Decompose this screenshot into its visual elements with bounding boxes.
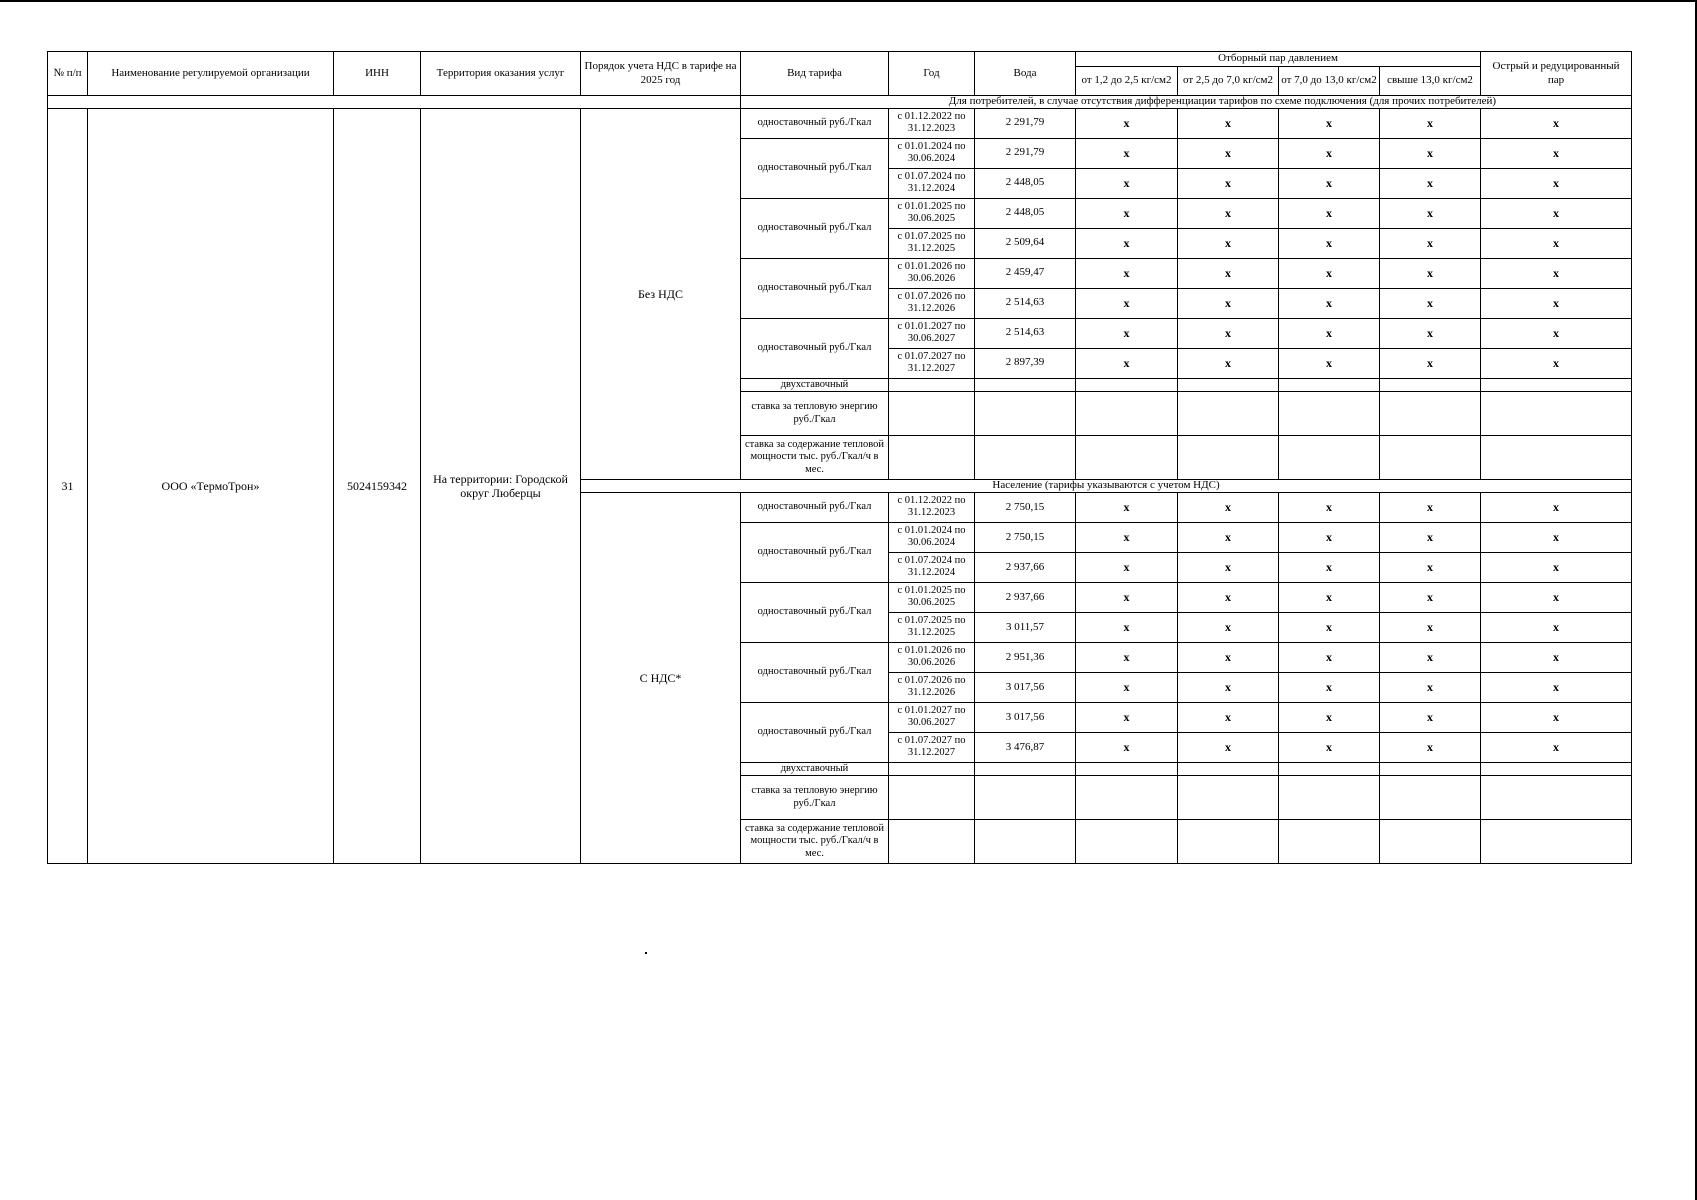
period-cell: с 01.01.2027 по 30.06.2027 [889, 318, 975, 348]
x-mark: x [1076, 672, 1178, 702]
x-mark: x [1481, 288, 1632, 318]
energy-rate-label: ставка за тепловую энергию руб./Гкал [741, 776, 889, 820]
x-mark: x [1178, 108, 1279, 138]
empty-cell [1076, 820, 1178, 864]
empty-cell [1178, 392, 1279, 436]
empty-cell [1481, 776, 1632, 820]
x-mark: x [1481, 108, 1632, 138]
empty-cell [975, 392, 1076, 436]
energy-rate-label: ставка за тепловую энергию руб./Гкал [741, 392, 889, 436]
empty-cell [1380, 436, 1481, 480]
empty-cell [1380, 762, 1481, 776]
water-value: 2 750,15 [975, 492, 1076, 522]
tariff-kind: одноставочный руб./Гкал [741, 642, 889, 702]
period-cell: с 01.12.2022 по 31.12.2023 [889, 492, 975, 522]
x-mark: x [1076, 732, 1178, 762]
water-value: 2 514,63 [975, 318, 1076, 348]
capacity-rate-label: ставка за содержание тепловой мощности тыс. руб./Гкал/ч в мес. [741, 436, 889, 480]
tariff-table [47, 51, 1632, 864]
empty-cell [1178, 378, 1279, 392]
empty-cell [889, 776, 975, 820]
x-mark: x [1076, 258, 1178, 288]
x-mark: x [1481, 522, 1632, 552]
header-vat-order: Порядок учета НДС в тарифе на 2025 год [581, 52, 741, 96]
x-mark: x [1481, 348, 1632, 378]
x-mark: x [1076, 108, 1178, 138]
x-mark: x [1279, 318, 1380, 348]
x-mark: x [1279, 288, 1380, 318]
water-value: 2 448,05 [975, 168, 1076, 198]
x-mark: x [1380, 288, 1481, 318]
period-cell: с 01.07.2027 по 31.12.2027 [889, 732, 975, 762]
section-b-title: Население (тарифы указываются с учетом НДС) [581, 480, 1632, 493]
empty-cell [1481, 392, 1632, 436]
x-mark: x [1178, 552, 1279, 582]
empty-cell [1076, 392, 1178, 436]
x-mark: x [1481, 582, 1632, 612]
x-mark: x [1178, 672, 1279, 702]
x-mark: x [1076, 702, 1178, 732]
x-mark: x [1279, 732, 1380, 762]
water-value: 2 937,66 [975, 552, 1076, 582]
tariff-kind: одноставочный руб./Гкал [741, 138, 889, 198]
x-mark: x [1380, 732, 1481, 762]
water-value: 2 448,05 [975, 198, 1076, 228]
header-year: Год [889, 52, 975, 96]
empty-cell [1178, 820, 1279, 864]
capacity-rate-label: ставка за содержание тепловой мощности тыс. руб./Гкал/ч в мес. [741, 820, 889, 864]
x-mark: x [1380, 552, 1481, 582]
period-cell: с 01.01.2027 по 30.06.2027 [889, 702, 975, 732]
vat-order-b: С НДС* [581, 492, 741, 864]
x-mark: x [1279, 228, 1380, 258]
period-cell: с 01.01.2026 по 30.06.2026 [889, 642, 975, 672]
x-mark: x [1481, 552, 1632, 582]
two-part-label: двухставочный [741, 378, 889, 392]
empty-cell [889, 378, 975, 392]
x-mark: x [1076, 168, 1178, 198]
empty-cell [889, 820, 975, 864]
water-value: 2 897,39 [975, 348, 1076, 378]
x-mark: x [1279, 702, 1380, 732]
x-mark: x [1076, 348, 1178, 378]
water-value: 2 291,79 [975, 108, 1076, 138]
header-pressure-4: свыше 13,0 кг/см2 [1380, 67, 1481, 96]
tariff-kind: одноставочный руб./Гкал [741, 258, 889, 318]
x-mark: x [1178, 642, 1279, 672]
x-mark: x [1178, 348, 1279, 378]
entity-territory: На территории: Городской округ Люберцы [421, 108, 581, 864]
x-mark: x [1481, 642, 1632, 672]
x-mark: x [1279, 552, 1380, 582]
empty-cell [1279, 776, 1380, 820]
x-mark: x [1380, 612, 1481, 642]
x-mark: x [1076, 582, 1178, 612]
empty-cell [975, 776, 1076, 820]
entity-org: ООО «ТермоТрон» [88, 108, 334, 864]
x-mark: x [1380, 642, 1481, 672]
x-mark: x [1178, 288, 1279, 318]
empty-cell [1178, 762, 1279, 776]
entity-inn: 5024159342 [334, 108, 421, 864]
empty-cell [975, 378, 1076, 392]
period-cell: с 01.07.2024 по 31.12.2024 [889, 168, 975, 198]
two-part-label: двухставочный [741, 762, 889, 776]
tariff-kind: одноставочный руб./Гкал [741, 108, 889, 138]
empty-cell [975, 762, 1076, 776]
x-mark: x [1380, 168, 1481, 198]
period-cell: с 01.07.2026 по 31.12.2026 [889, 288, 975, 318]
tariff-kind: одноставочный руб./Гкал [741, 582, 889, 642]
spacer-cell [48, 96, 741, 109]
x-mark: x [1279, 672, 1380, 702]
spacer-row [48, 96, 1632, 109]
header-sharp-steam: Острый и редуцированный пар [1481, 52, 1632, 96]
empty-cell [1380, 392, 1481, 436]
x-mark: x [1076, 138, 1178, 168]
period-cell: с 01.01.2024 по 30.06.2024 [889, 522, 975, 552]
header-pressure-3: от 7,0 до 13,0 кг/см2 [1279, 67, 1380, 96]
empty-cell [1178, 776, 1279, 820]
x-mark: x [1380, 582, 1481, 612]
x-mark: x [1178, 612, 1279, 642]
header-water: Вода [975, 52, 1076, 96]
header-org: Наименование регулируемой организации [88, 52, 334, 96]
x-mark: x [1076, 198, 1178, 228]
x-mark: x [1481, 228, 1632, 258]
x-mark: x [1178, 702, 1279, 732]
x-mark: x [1076, 612, 1178, 642]
empty-cell [1178, 436, 1279, 480]
water-value: 2 750,15 [975, 522, 1076, 552]
empty-cell [1279, 820, 1380, 864]
tariff-kind: одноставочный руб./Гкал [741, 318, 889, 378]
x-mark: x [1380, 108, 1481, 138]
x-mark: x [1380, 318, 1481, 348]
empty-cell [1380, 776, 1481, 820]
water-value: 2 291,79 [975, 138, 1076, 168]
tariff-row [48, 108, 1632, 138]
empty-cell [1279, 762, 1380, 776]
x-mark: x [1481, 612, 1632, 642]
empty-cell [1481, 436, 1632, 480]
x-mark: x [1076, 522, 1178, 552]
x-mark: x [1481, 672, 1632, 702]
x-mark: x [1279, 198, 1380, 228]
x-mark: x [1380, 228, 1481, 258]
tariff-kind: одноставочный руб./Гкал [741, 702, 889, 762]
period-cell: с 01.07.2025 по 31.12.2025 [889, 612, 975, 642]
empty-cell [1481, 762, 1632, 776]
x-mark: x [1380, 198, 1481, 228]
empty-cell [1279, 436, 1380, 480]
water-value: 2 514,63 [975, 288, 1076, 318]
empty-cell [1076, 762, 1178, 776]
empty-cell [1076, 776, 1178, 820]
x-mark: x [1076, 288, 1178, 318]
x-mark: x [1380, 702, 1481, 732]
section-a-title: Для потребителей, в случае отсутствия дифференциации тарифов по схеме подключения (для прочих потребителей) [741, 96, 1632, 109]
x-mark: x [1279, 492, 1380, 522]
empty-cell [975, 436, 1076, 480]
water-value: 3 476,87 [975, 732, 1076, 762]
x-mark: x [1481, 258, 1632, 288]
period-cell: с 01.01.2025 по 30.06.2025 [889, 582, 975, 612]
empty-cell [975, 820, 1076, 864]
x-mark: x [1178, 258, 1279, 288]
x-mark: x [1279, 582, 1380, 612]
x-mark: x [1481, 732, 1632, 762]
x-mark: x [1481, 492, 1632, 522]
header-tariff-type: Вид тарифа [741, 52, 889, 96]
x-mark: x [1076, 642, 1178, 672]
x-mark: x [1178, 198, 1279, 228]
water-value: 3 017,56 [975, 672, 1076, 702]
x-mark: x [1279, 642, 1380, 672]
water-value: 2 509,64 [975, 228, 1076, 258]
water-value: 3 017,56 [975, 702, 1076, 732]
water-value: 2 951,36 [975, 642, 1076, 672]
x-mark: x [1380, 522, 1481, 552]
x-mark: x [1178, 582, 1279, 612]
header-pressure-1: от 1,2 до 2,5 кг/см2 [1076, 67, 1178, 96]
empty-cell [889, 392, 975, 436]
water-value: 3 011,57 [975, 612, 1076, 642]
x-mark: x [1178, 228, 1279, 258]
x-mark: x [1481, 318, 1632, 348]
x-mark: x [1481, 168, 1632, 198]
x-mark: x [1076, 492, 1178, 522]
period-cell: с 01.01.2024 по 30.06.2024 [889, 138, 975, 168]
header-row-1 [48, 52, 1632, 67]
empty-cell [889, 762, 975, 776]
header-num: № п/п [48, 52, 88, 96]
x-mark: x [1178, 732, 1279, 762]
period-cell: с 01.07.2024 по 31.12.2024 [889, 552, 975, 582]
tariff-kind: одноставочный руб./Гкал [741, 522, 889, 582]
empty-cell [889, 436, 975, 480]
x-mark: x [1380, 492, 1481, 522]
x-mark: x [1279, 168, 1380, 198]
water-value: 2 937,66 [975, 582, 1076, 612]
empty-cell [1380, 378, 1481, 392]
x-mark: x [1178, 492, 1279, 522]
x-mark: x [1178, 168, 1279, 198]
empty-cell [1076, 436, 1178, 480]
header-steam-group: Отборный пар давлением [1076, 52, 1481, 67]
header-inn: ИНН [334, 52, 421, 96]
period-cell: с 01.07.2025 по 31.12.2025 [889, 228, 975, 258]
x-mark: x [1178, 522, 1279, 552]
period-cell: с 01.07.2027 по 31.12.2027 [889, 348, 975, 378]
water-value: 2 459,47 [975, 258, 1076, 288]
x-mark: x [1279, 348, 1380, 378]
empty-cell [1279, 392, 1380, 436]
x-mark: x [1380, 348, 1481, 378]
period-cell: с 01.07.2026 по 31.12.2026 [889, 672, 975, 702]
tariff-kind: одноставочный руб./Гкал [741, 492, 889, 522]
x-mark: x [1076, 552, 1178, 582]
x-mark: x [1279, 258, 1380, 288]
x-mark: x [1380, 672, 1481, 702]
x-mark: x [1279, 138, 1380, 168]
x-mark: x [1076, 228, 1178, 258]
period-cell: с 01.12.2022 по 31.12.2023 [889, 108, 975, 138]
stray-mark [645, 952, 647, 954]
x-mark: x [1178, 138, 1279, 168]
entity-num: 31 [48, 108, 88, 864]
x-mark: x [1279, 522, 1380, 552]
empty-cell [1279, 378, 1380, 392]
period-cell: с 01.01.2025 по 30.06.2025 [889, 198, 975, 228]
header-pressure-2: от 2,5 до 7,0 кг/см2 [1178, 67, 1279, 96]
x-mark: x [1178, 318, 1279, 348]
period-cell: с 01.01.2026 по 30.06.2026 [889, 258, 975, 288]
x-mark: x [1279, 612, 1380, 642]
x-mark: x [1380, 138, 1481, 168]
empty-cell [1481, 820, 1632, 864]
vat-order-a: Без НДС [581, 108, 741, 480]
x-mark: x [1279, 108, 1380, 138]
empty-cell [1481, 378, 1632, 392]
tariff-kind: одноставочный руб./Гкал [741, 198, 889, 258]
x-mark: x [1481, 198, 1632, 228]
empty-cell [1380, 820, 1481, 864]
empty-cell [1076, 378, 1178, 392]
x-mark: x [1481, 702, 1632, 732]
x-mark: x [1481, 138, 1632, 168]
x-mark: x [1380, 258, 1481, 288]
page-border-top [0, 0, 1697, 2]
header-territory: Территория оказания услуг [421, 52, 581, 96]
x-mark: x [1076, 318, 1178, 348]
